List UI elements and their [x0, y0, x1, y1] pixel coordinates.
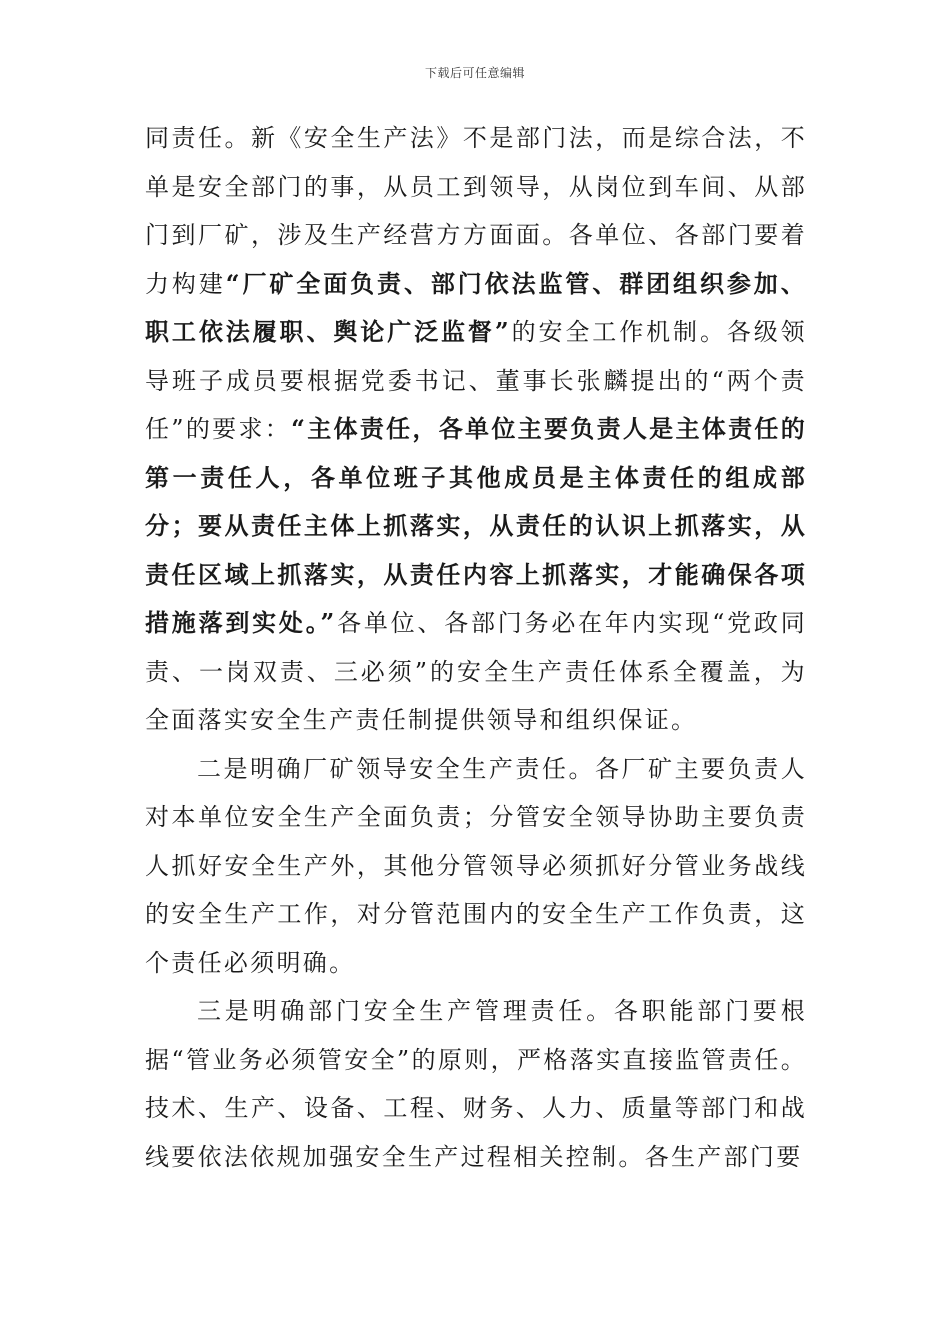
text-segment: 二是明确厂矿领导安全生产责任。各厂矿主要负责人对本单位安全生产全面负责；分管安全领导协助主要负责人抓好安全生产外，其他分管领导必须抓好分管业务战线的安全生产工作，对分管范围内的安全生产工作负责，这个责任必须明确。: [145, 754, 807, 977]
bold-text-segment: “厂矿全面负责、部门依法监管、群团组织参加、职工依法履职、舆论广泛监督”: [145, 268, 808, 346]
paragraph-department-responsibility: [145, 987, 807, 1181]
text-segment: 同责任。新《安全生产法》不是部门法，而是综合法，不单是安全部门的事，从员工到领导，从岗位到车间、从部门到厂矿，涉及生产经营方方面面。各单位、各部门要着力构建: [145, 124, 807, 298]
paragraph-responsibility-system: [145, 114, 807, 745]
document-body: [145, 114, 807, 1181]
download-note: 下载后可任意编辑: [424, 66, 525, 80]
bold-text-segment: “主体责任，各单位主要负责人是主体责任的第一责任人，各单位班子其他成员是主体责任的组成部分；要从责任主体上抓落实，从责任的认识上抓落实，从责任区域上抓落实，从责任内容上抓落实，才能确保各项措施落到实处。”: [145, 414, 807, 637]
text-segment: 各单位、各部门务必在年内实现“党政同责、一岗双责、三必须”的安全生产责任体系全覆盖，为全面落实安全生产责任制提供领导和组织保证。: [145, 609, 807, 734]
text-segment: 的安全工作机制。各级领导班子成员要根据党委书记、董事长张麟提出的“两个责任”的要求：: [145, 318, 807, 443]
paragraph-leader-responsibility: [145, 745, 807, 988]
text-segment: 三是明确部门安全生产管理责任。各职能部门要根据“管业务必须管安全”的原则，严格落实直接监管责任。技术、生产、设备、工程、财务、人力、质量等部门和战线要依法依规加强安全生产过程相关控制。各生产部门要: [145, 997, 807, 1171]
